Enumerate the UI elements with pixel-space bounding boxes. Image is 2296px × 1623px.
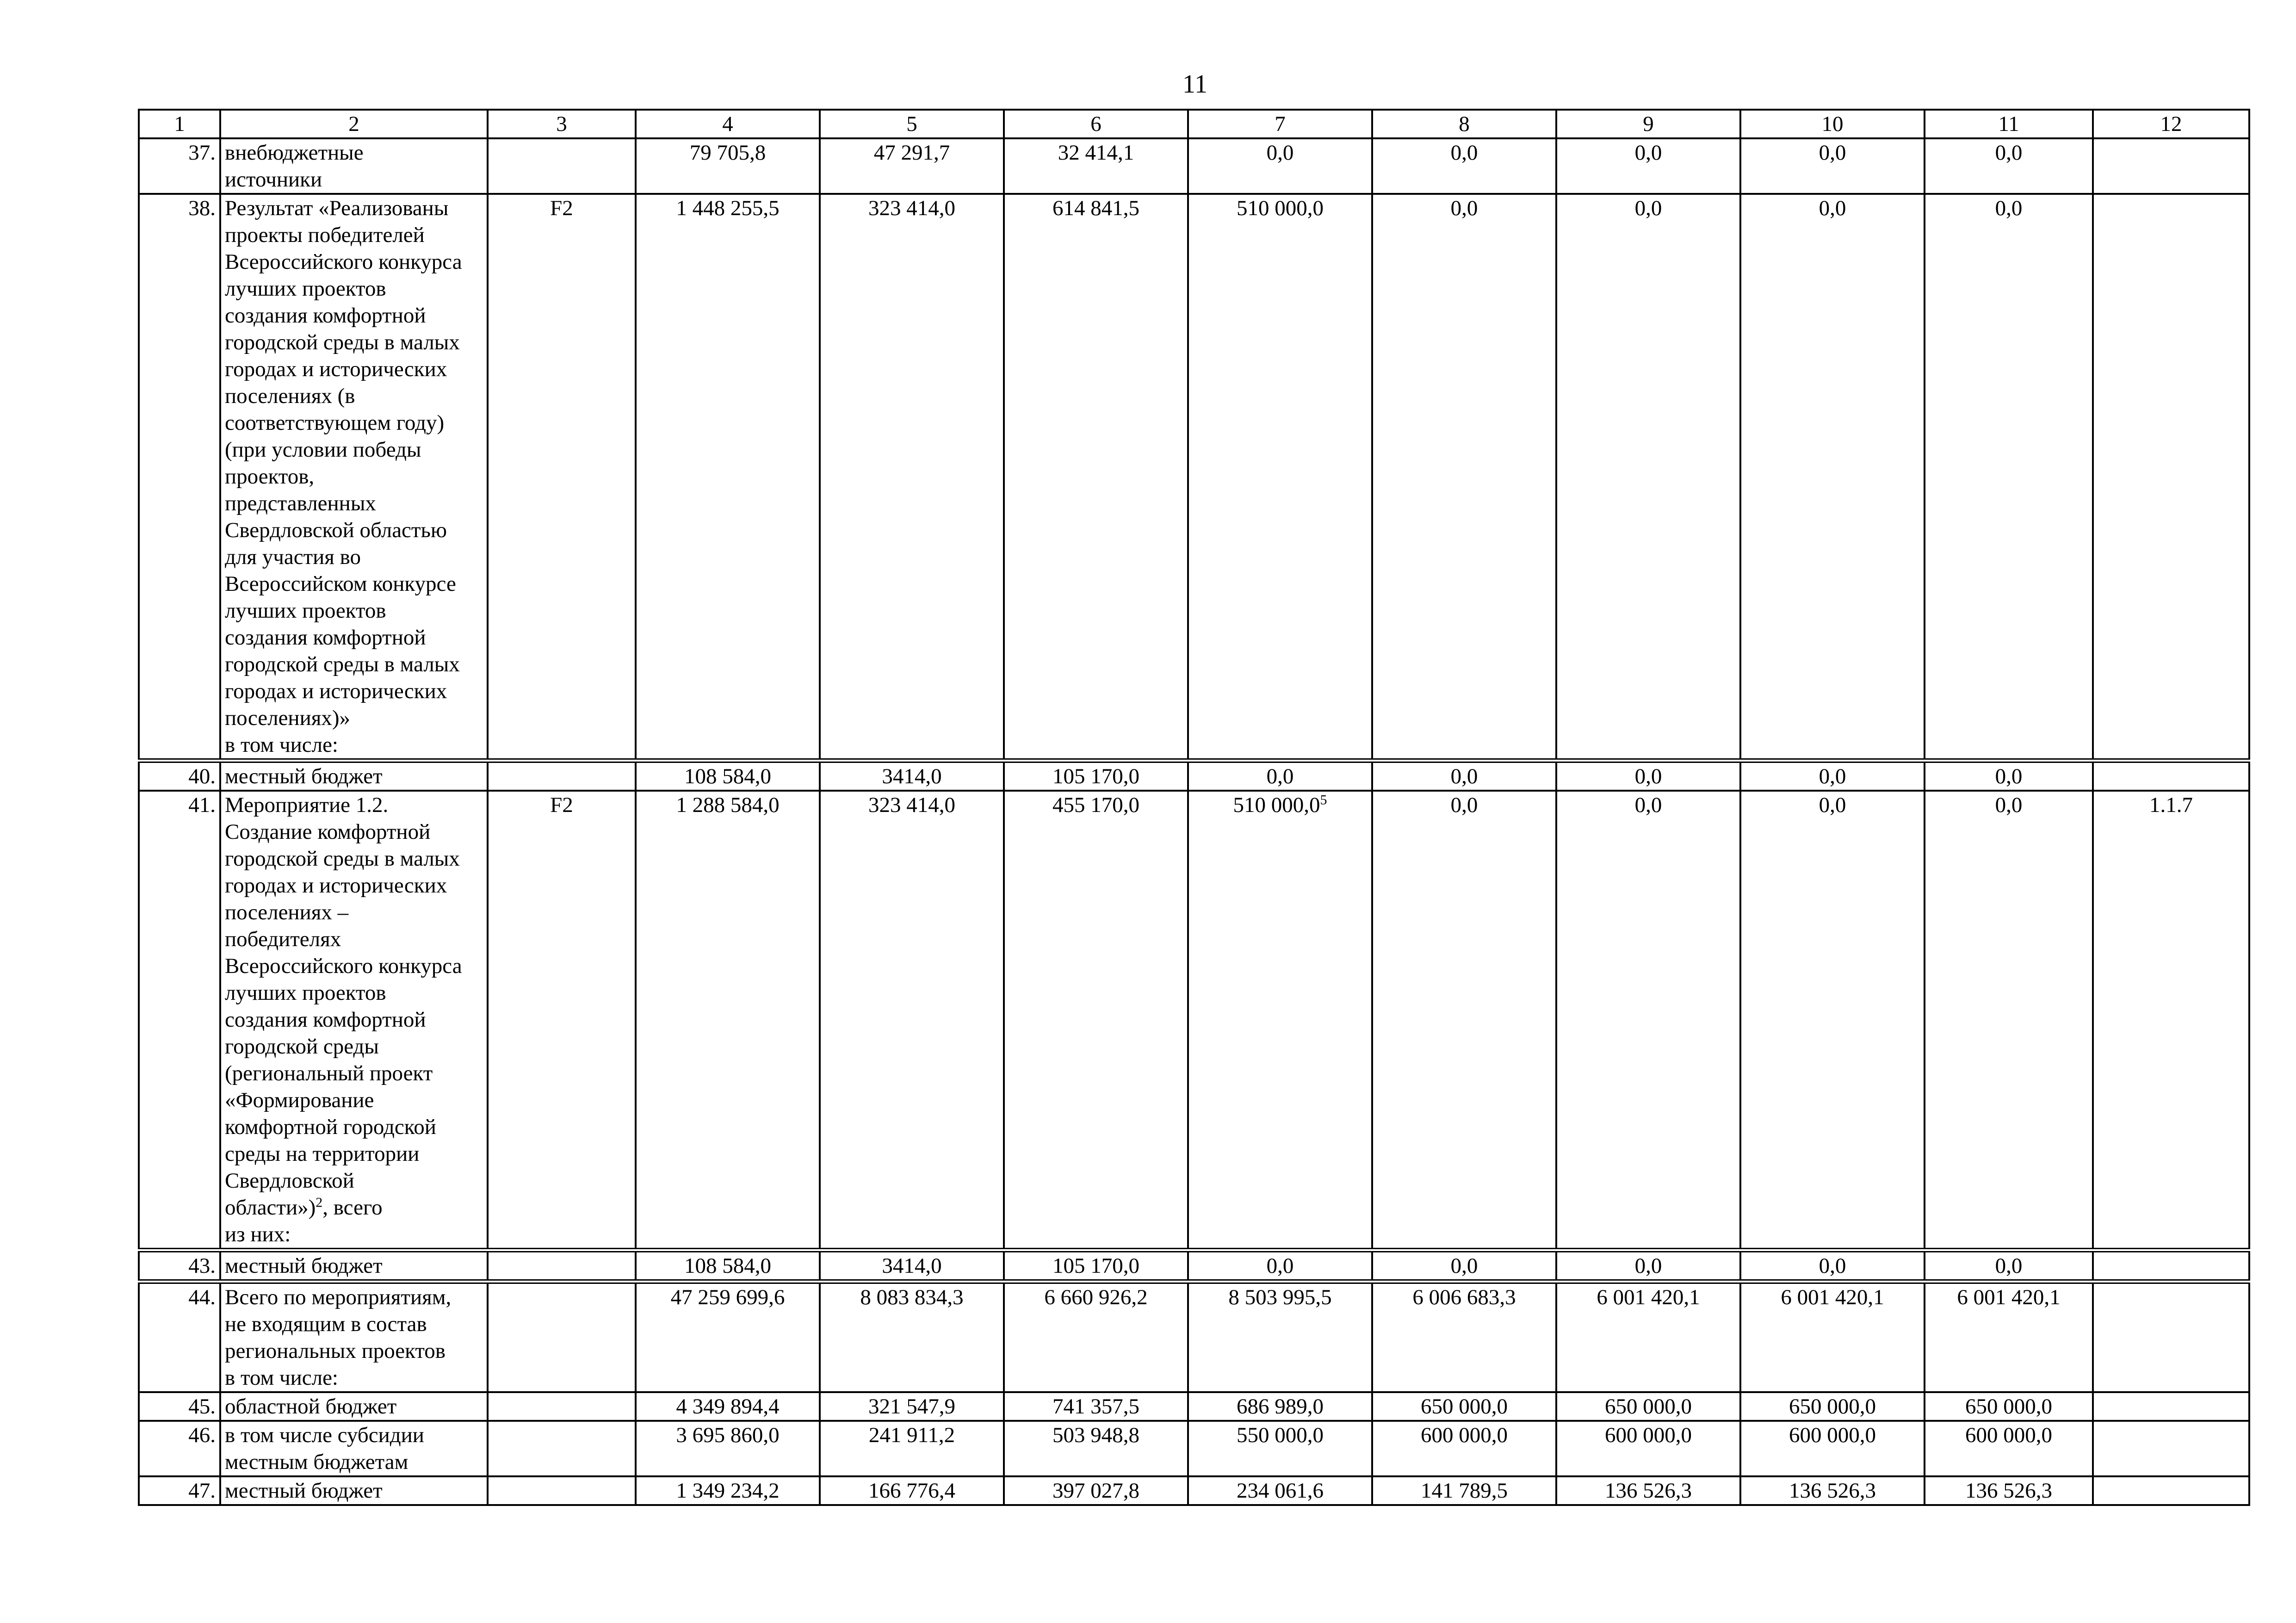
value-col-11: 600 000,0	[1925, 1421, 2093, 1476]
value-col-9: 136 526,3	[1556, 1476, 1740, 1505]
value-col-4: 3 695 860,0	[636, 1421, 820, 1476]
value-col-10: 600 000,0	[1740, 1421, 1925, 1476]
header-cell: 9	[1556, 110, 1740, 138]
row-number: 37.	[139, 138, 220, 194]
table-row	[139, 761, 2249, 791]
value-col-9: 0,0	[1556, 194, 1740, 761]
value-col-6: 741 357,5	[1004, 1392, 1188, 1421]
header-cell: 11	[1925, 110, 2093, 138]
value-col-8: 0,0	[1372, 761, 1556, 791]
header-cell: 3	[488, 110, 636, 138]
value-col-8: 600 000,0	[1372, 1421, 1556, 1476]
value-text: 0,0	[1266, 141, 1294, 165]
row-number: 46.	[139, 1421, 220, 1476]
value-col-5: 3414,0	[820, 1250, 1004, 1282]
value-col-9: 650 000,0	[1556, 1392, 1740, 1421]
row-code	[488, 138, 636, 194]
value-col-7	[1188, 1250, 1372, 1282]
value-col-8: 6 006 683,3	[1372, 1282, 1556, 1392]
row-name-text: местный бюджет	[225, 1479, 383, 1503]
row-code	[488, 1282, 636, 1392]
row-code	[488, 1421, 636, 1476]
value-col-4: 4 349 894,4	[636, 1392, 820, 1421]
value-col-7	[1188, 761, 1372, 791]
value-col-10: 0,0	[1740, 791, 1925, 1250]
row-code	[488, 761, 636, 791]
value-text: 234 061,6	[1237, 1479, 1324, 1503]
table-row	[139, 138, 2249, 194]
value-col-6: 455 170,0	[1004, 791, 1188, 1250]
value-text: 0,0	[1266, 1254, 1294, 1278]
value-col-12	[2093, 1282, 2249, 1392]
value-text: 550 000,0	[1237, 1423, 1324, 1447]
page-number: 11	[1182, 70, 1207, 99]
row-name-text: местный бюджет	[225, 764, 383, 788]
value-col-4: 47 259 699,6	[636, 1282, 820, 1392]
row-number: 44.	[139, 1282, 220, 1392]
value-col-8: 650 000,0	[1372, 1392, 1556, 1421]
header-cell: 4	[636, 110, 820, 138]
row-name	[220, 1476, 488, 1505]
value-col-11: 0,0	[1925, 1250, 2093, 1282]
row-name-text: Мероприятие 1.2. Создание комфортной городской среды в малых городах и исторических поселениях – победителях Всероссийского конкурса лучших проектов создания комфортной городской среды (региональный проект «Формирование комфортной городской среды на территории Свердловской области»)	[225, 793, 462, 1220]
value-col-10: 0,0	[1740, 761, 1925, 791]
row-name-text: местный бюджет	[225, 1254, 383, 1278]
value-col-7	[1188, 1392, 1372, 1421]
value-col-11: 6 001 420,1	[1925, 1282, 2093, 1392]
value-col-5: 3414,0	[820, 761, 1004, 791]
row-name-text: Результат «Реализованы проекты победителей Всероссийского конкурса лучших проектов создания комфортной городской среды в малых городах и исторических поселениях (в соответствующем году) (при условии победы проектов, представленных Свердловской областью для участия во Всероссийском конкурсе лучших проектов создания комфортной городской среды в малых городах и исторических поселениях)» в том числе:	[225, 196, 462, 757]
value-col-11: 0,0	[1925, 138, 2093, 194]
value-col-6: 105 170,0	[1004, 761, 1188, 791]
value-col-12	[2093, 761, 2249, 791]
value-col-4: 1 349 234,2	[636, 1476, 820, 1505]
value-col-7	[1188, 194, 1372, 761]
value-col-6: 503 948,8	[1004, 1421, 1188, 1476]
row-number: 41.	[139, 791, 220, 1250]
row-name	[220, 1250, 488, 1282]
value-col-12	[2093, 1476, 2249, 1505]
row-name-text: Всего по мероприятиям, не входящим в состав региональных проектов в том числе:	[225, 1285, 452, 1390]
row-code	[488, 1250, 636, 1282]
value-col-10: 6 001 420,1	[1740, 1282, 1925, 1392]
value-col-9: 6 001 420,1	[1556, 1282, 1740, 1392]
header-cell: 5	[820, 110, 1004, 138]
row-code: F2	[488, 791, 636, 1250]
row-name-text: областной бюджет	[225, 1394, 397, 1419]
value-text: 510 000,0	[1233, 793, 1320, 817]
value-col-9: 0,0	[1556, 138, 1740, 194]
value-col-5: 323 414,0	[820, 194, 1004, 761]
header-cell: 12	[2093, 110, 2249, 138]
header-cell: 2	[220, 110, 488, 138]
value-col-10: 650 000,0	[1740, 1392, 1925, 1421]
row-name-tail: , всего из них:	[225, 1196, 383, 1246]
value-col-9: 0,0	[1556, 761, 1740, 791]
value-col-7	[1188, 1476, 1372, 1505]
value-col-9: 0,0	[1556, 1250, 1740, 1282]
value-col-12	[2093, 194, 2249, 761]
value-col-11: 0,0	[1925, 761, 2093, 791]
value-col-11: 0,0	[1925, 194, 2093, 761]
value-col-11: 650 000,0	[1925, 1392, 2093, 1421]
value-col-12	[2093, 138, 2249, 194]
value-col-5: 47 291,7	[820, 138, 1004, 194]
row-number: 45.	[139, 1392, 220, 1421]
table-row	[139, 1250, 2249, 1282]
value-col-6: 6 660 926,2	[1004, 1282, 1188, 1392]
header-cell: 8	[1372, 110, 1556, 138]
value-col-8: 0,0	[1372, 1250, 1556, 1282]
value-col-4: 1 448 255,5	[636, 194, 820, 761]
value-col-10: 136 526,3	[1740, 1476, 1925, 1505]
value-col-5: 166 776,4	[820, 1476, 1004, 1505]
row-name	[220, 194, 488, 761]
value-col-7	[1188, 791, 1372, 1250]
value-col-7	[1188, 138, 1372, 194]
row-number: 40.	[139, 761, 220, 791]
value-text: 8 503 995,5	[1228, 1285, 1332, 1309]
value-col-4: 79 705,8	[636, 138, 820, 194]
value-col-11: 136 526,3	[1925, 1476, 2093, 1505]
value-col-8: 0,0	[1372, 791, 1556, 1250]
value-col-12	[2093, 1421, 2249, 1476]
value-col-10: 0,0	[1740, 1250, 1925, 1282]
table-row	[139, 1421, 2249, 1476]
value-col-10: 0,0	[1740, 194, 1925, 761]
table-row	[139, 1392, 2249, 1421]
table-row	[139, 791, 2249, 1250]
header-cell: 10	[1740, 110, 1925, 138]
header-cell: 6	[1004, 110, 1188, 138]
value-text: 0,0	[1266, 764, 1294, 788]
value-col-8: 0,0	[1372, 138, 1556, 194]
row-number: 47.	[139, 1476, 220, 1505]
table-row	[139, 194, 2249, 761]
value-text: 510 000,0	[1237, 196, 1324, 220]
row-number: 43.	[139, 1250, 220, 1282]
row-name-text: в том числе субсидии местным бюджетам	[225, 1423, 424, 1474]
value-col-12	[2093, 1392, 2249, 1421]
value-col-6: 397 027,8	[1004, 1476, 1188, 1505]
row-code	[488, 1392, 636, 1421]
row-name	[220, 1282, 488, 1392]
header-cell: 7	[1188, 110, 1372, 138]
value-col-6: 614 841,5	[1004, 194, 1188, 761]
row-name	[220, 791, 488, 1250]
value-col-12: 1.1.7	[2093, 791, 2249, 1250]
value-col-6: 105 170,0	[1004, 1250, 1188, 1282]
row-code: F2	[488, 194, 636, 761]
row-name	[220, 138, 488, 194]
value-col-7	[1188, 1282, 1372, 1392]
row-code	[488, 1476, 636, 1505]
value-col-9: 600 000,0	[1556, 1421, 1740, 1476]
value-col-7	[1188, 1421, 1372, 1476]
value-col-5: 323 414,0	[820, 791, 1004, 1250]
value-col-5: 241 911,2	[820, 1421, 1004, 1476]
row-name	[220, 1421, 488, 1476]
value-text: 686 989,0	[1237, 1394, 1324, 1419]
value-col-4: 108 584,0	[636, 761, 820, 791]
value-col-9: 0,0	[1556, 791, 1740, 1250]
header-cell: 1	[139, 110, 220, 138]
table-row	[139, 1476, 2249, 1505]
budget-table	[138, 109, 2250, 1506]
row-name	[220, 761, 488, 791]
footnote-marker: 5	[1320, 792, 1327, 808]
value-col-12	[2093, 1250, 2249, 1282]
value-col-8: 0,0	[1372, 194, 1556, 761]
value-col-6: 32 414,1	[1004, 138, 1188, 194]
value-col-10: 0,0	[1740, 138, 1925, 194]
row-name-text: внебюджетные источники	[225, 141, 364, 192]
table-header-row	[139, 110, 2249, 138]
value-col-5: 321 547,9	[820, 1392, 1004, 1421]
table-row	[139, 1282, 2249, 1392]
value-col-4: 1 288 584,0	[636, 791, 820, 1250]
value-col-4: 108 584,0	[636, 1250, 820, 1282]
value-col-8: 141 789,5	[1372, 1476, 1556, 1505]
row-name	[220, 1392, 488, 1421]
row-number: 38.	[139, 194, 220, 761]
value-col-5: 8 083 834,3	[820, 1282, 1004, 1392]
footnote-marker: 2	[316, 1195, 323, 1210]
value-col-11: 0,0	[1925, 791, 2093, 1250]
